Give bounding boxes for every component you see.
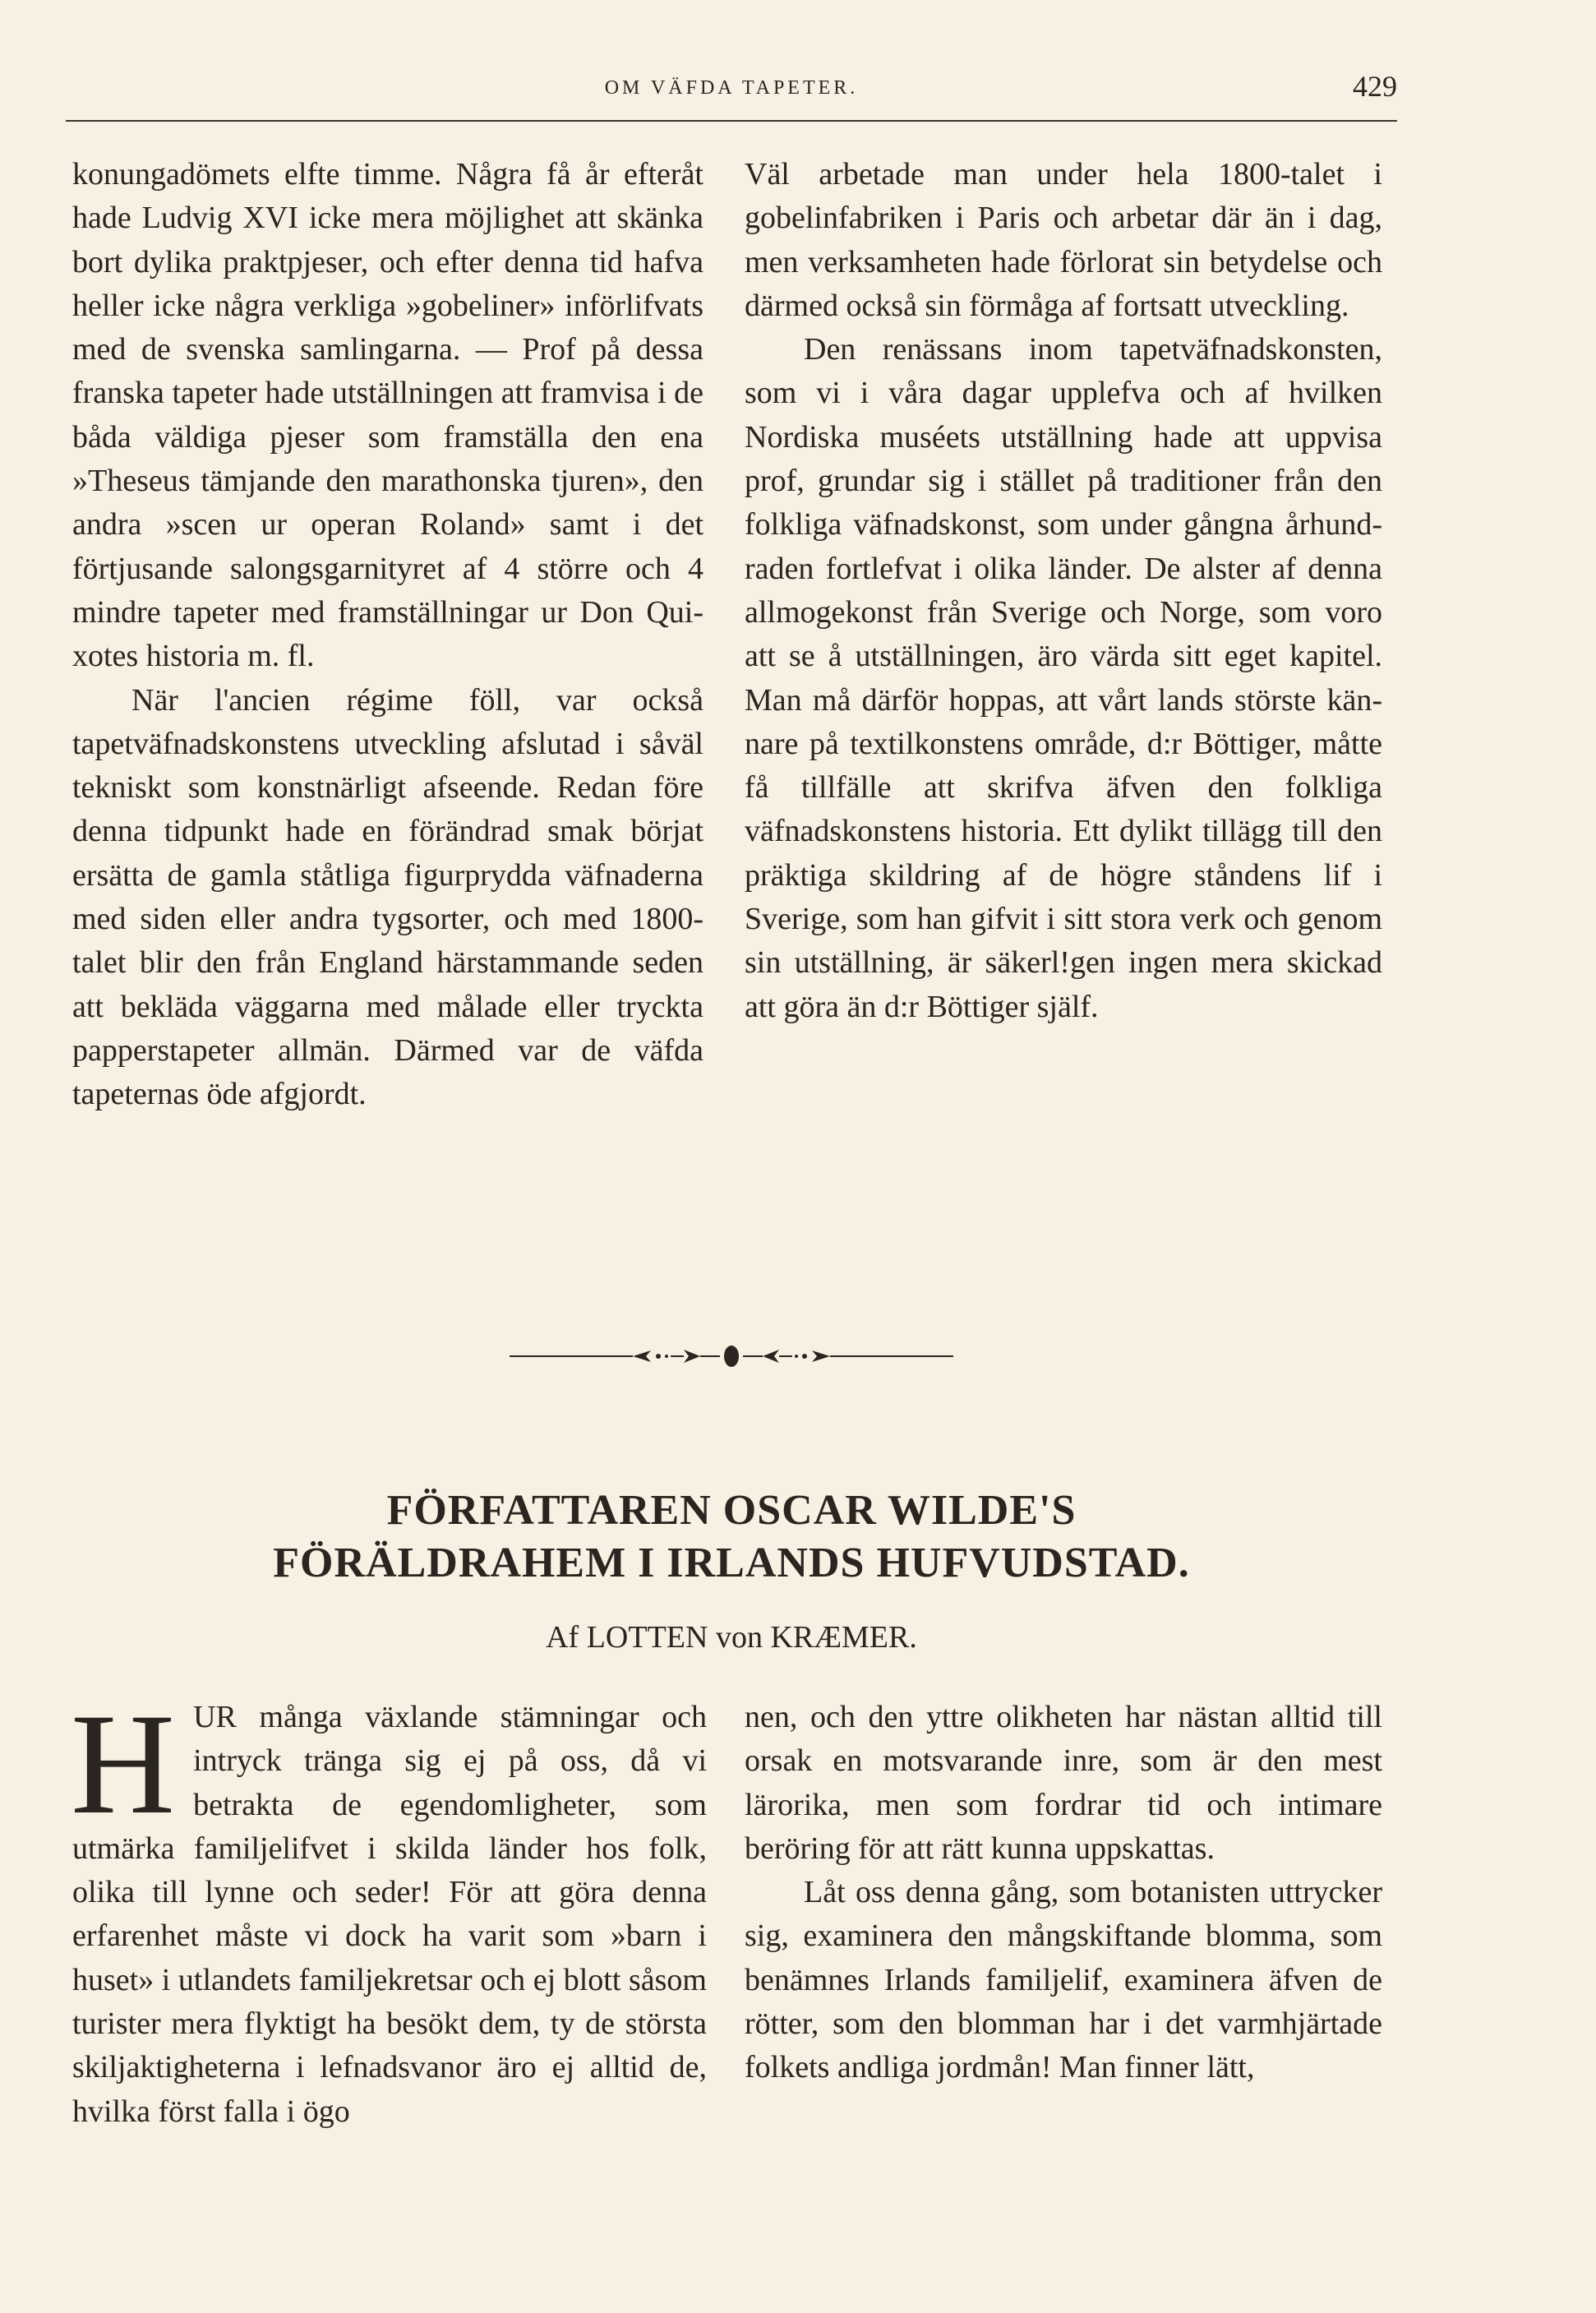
paragraph: När l'ancien régime föll, var också tapetväfnadskonstens utveckling afslutad i såväl tekniskt som konstnärligt afseende. Redan före denna tidpunkt hade en förändrad smak börjat ersätta de gamla ståtliga figurprydda väfnaderna med siden eller andra tygsorter, och med 1800-talet blir den från England härstammande seden att bekläda väggarna med målade eller tryckta papperstapeter allmän. Därmed var de väfda tapeternas öde afgjordt. bbox=[72, 682, 703, 1112]
paragraph: Låt oss denna gång, som botanisten uttrycker sig, examinera den mångskiftande blomma, som benämnes Irlands familjelif, examinera äfven de rötter, som den blomman har i det varmhjärtade folkets andliga jordmån! Man finner lätt, bbox=[745, 1875, 1382, 2085]
drop-cap: H bbox=[71, 1684, 176, 1844]
paragraph: konungadömets elfte timme. Några få år efteråt hade Ludvig XVI icke mera möjlighet att skänka bort dylika praktpjeser, och efter denna tid hafva heller icke några verkliga »gobeliner» införlifvats med de svenska samlingarna. — Prof på dessa franska tapeter hade utställningen att framvisa i de båda väldiga pjeser som framställa den ena »Theseus tämjande den marathonska tjuren», den andra »scen ur operan Roland» samt i det förtjusande salongsgarnityret af 4 större och 4 mindre tapeter med framställningar ur Don Quixotes historia m. fl. bbox=[72, 157, 703, 674]
top-right-column bbox=[745, 153, 1382, 1029]
article-title-line-1: FÖRFATTAREN OSCAR WILDE'S bbox=[386, 1487, 1077, 1534]
paragraph: nen, och den yttre olikheten har nästan alltid till orsak en motsvarande inre, som är den mest lärorika, men som fordrar tid och intimare beröring för att rätt kunna uppskattas. bbox=[745, 1700, 1382, 1866]
article-title-line-2: FÖRÄLDRAHEM I IRLANDS HUFVUDSTAD. bbox=[273, 1540, 1190, 1586]
paragraph-text: UR många växlande stämningar och intryck tränga sig ej på oss, då vi betrakta de egendomligheter, som utmärka familjelifvet i skilda länder hos folk, olika till lynne och seder! För att göra denna erfarenhet måste vi dock ha varit som »barn i huset» i utlandets familjekretsar och ej blott såsom turister mera flyktigt ha besökt dem, ty de största skiljaktigheterna i lefnadsvanor äro ej alltid de, hvilka först falla i ögo bbox=[72, 1700, 707, 2129]
top-left-column bbox=[72, 153, 703, 1117]
running-header bbox=[66, 70, 1397, 122]
bottom-right-column bbox=[745, 1696, 1382, 2090]
running-title: OM VÄFDA TAPETER. bbox=[604, 77, 859, 99]
section-divider-ornament-icon bbox=[510, 1340, 953, 1373]
bottom-left-column bbox=[71, 1684, 707, 2134]
byline: Af LOTTEN von KRÆMER. bbox=[546, 1620, 917, 1655]
page-number: 429 bbox=[1353, 70, 1397, 103]
paragraph: Den renässans inom tapetväfnadskonsten, som vi i våra dagar upplefva och af hvilken Nordiska muséets utställning hade att uppvisa prof, grundar sig i stället på traditioner från den folkliga väfnadskonst, som under gångna århundraden fortlefvat i olika länder. De alster af denna allmogekonst från Sverige och Norge, som voro att se å utställningen, äro värda sitt eget kapitel. Man må därför hoppas, att vårt lands störste kännare på textilkonstens område, d:r Böttiger, måtte få tillfälle att skrifva äfven den folkliga väfnadskonstens historia. Ett dylikt tillägg till den präktiga skildring af de högre ståndens lif i Sverige, som han gifvit i sitt stora verk och genom sin utställning, är säkerl!gen ingen mera skickad att göra än d:r Böttiger själf. bbox=[745, 332, 1382, 1024]
paragraph bbox=[71, 1684, 707, 2134]
paragraph: Väl arbetade man under hela 1800-talet i gobelinfabriken i Paris och arbetar där än i dag, men verksamheten hade förlorat sin betydelse och därmed också sin förmåga af fortsatt utveckling. bbox=[745, 157, 1382, 323]
